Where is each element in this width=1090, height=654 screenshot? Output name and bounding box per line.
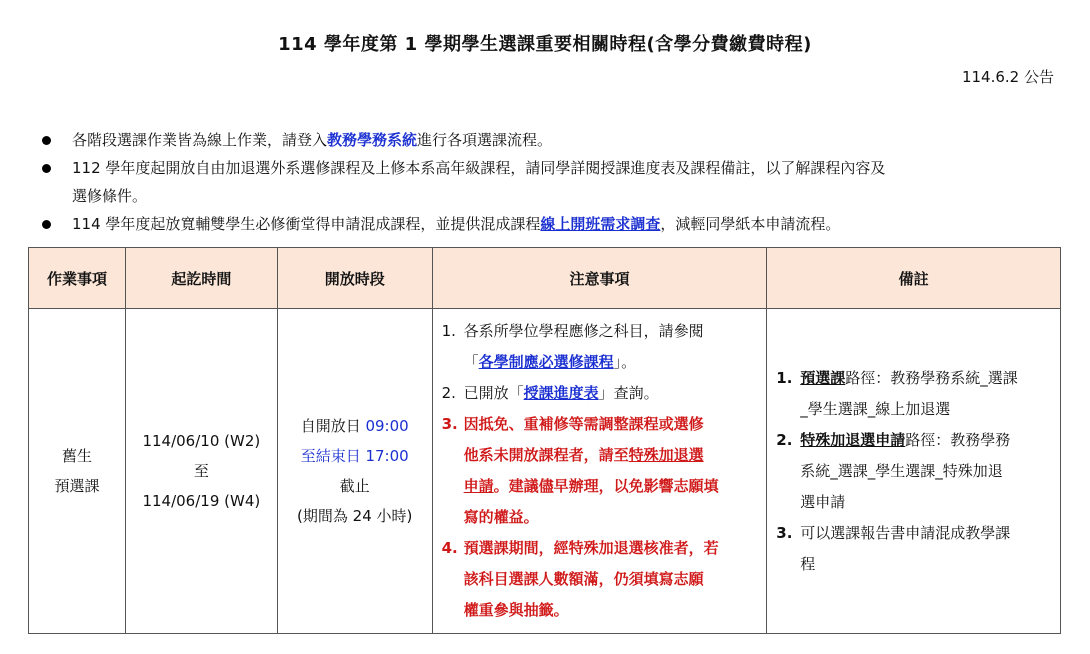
notice-item: 112 學年度起開放自由加退選外系選修課程及上修本系高年級課程，請同學詳閱授課進度表及課程備註，以了解課程內容及 選修條件。 (38, 154, 1058, 210)
notice-list (38, 126, 1058, 238)
list-item: 2. 特殊加退選申請路徑：教務學務 系統_選課_學生選課_特殊加退 選申請 (776, 430, 1011, 511)
bullet-dot-icon (42, 220, 51, 229)
table-header-row (29, 248, 1061, 309)
cell-remarks (767, 309, 1061, 634)
header-slot: 開放時段 (277, 248, 432, 309)
list-item: 3. 可以選課報告書申請混成教學課 程 (776, 523, 1011, 573)
header-notes: 注意事項 (432, 248, 767, 309)
announcement-date: 114.6.2 公告 (961, 68, 1054, 86)
header-item: 作業事項 (29, 248, 126, 309)
table-row (29, 309, 1061, 634)
header-remarks: 備註 (767, 248, 1061, 309)
list-item: 2. 已開放「授課進度表」查詢。 (441, 384, 659, 402)
survey-link[interactable]: 線上開班需求調查 (540, 215, 661, 233)
header-period: 起訖時間 (125, 248, 277, 309)
bullet-dot-icon (42, 164, 51, 173)
list-item: 3. 因抵免、重補修等需調整課程或選修 他系未開放課程者，請至特殊加退選 申請。建議儘早辦理，以免影響志願填 寫的權益。 (441, 415, 719, 526)
cell-item: 舊生 預選課 (29, 309, 126, 634)
list-item: 1. 預選課路徑：教務學務系統_選課 _學生選課_線上加退選 (776, 368, 1018, 418)
notes-list (434, 310, 766, 632)
special-add-drop-link[interactable]: 特殊加退選 (628, 446, 704, 464)
list-item: 4. 預選課期間，經特殊加退選核准者，若 該科目選課人數額滿，仍須填寫志願 權重參與抽籤。 (441, 539, 719, 619)
required-courses-link[interactable]: 各學制應必選修課程 (478, 353, 614, 371)
bullet-dot-icon (42, 136, 51, 145)
notice-item: 114 學年度起放寬輔雙學生必修衝堂得申請混成課程，並提供混成課程線上開班需求調查，減輕同學紙本申請流程。 (38, 210, 1058, 238)
academic-system-link[interactable]: 教務學務系統 (327, 131, 418, 149)
remarks-list (768, 363, 1059, 580)
cell-period: 114/06/10 (W2) 至 114/06/19 (W4) (125, 309, 277, 634)
special-add-drop-apply-link[interactable]: 申請 (463, 477, 494, 495)
notice-item: 各階段選課作業皆為線上作業，請登入教務學務系統進行各項選課流程。 (38, 126, 1058, 154)
list-item: 1. 各系所學位學程應修之科目，請參閱 「各學制應必選修課程」。 (441, 322, 704, 371)
cell-notes (432, 309, 767, 634)
schedule-table (28, 247, 1061, 634)
syllabus-link[interactable]: 授課進度表 (523, 384, 599, 402)
cell-slot: 自開放日 09:00 至結束日 17:00 截止 (期間為 24 小時) (277, 309, 432, 634)
page-title: 114 學年度第 1 學期學生選課重要相關時程(含學分費繳費時程) (278, 34, 812, 55)
